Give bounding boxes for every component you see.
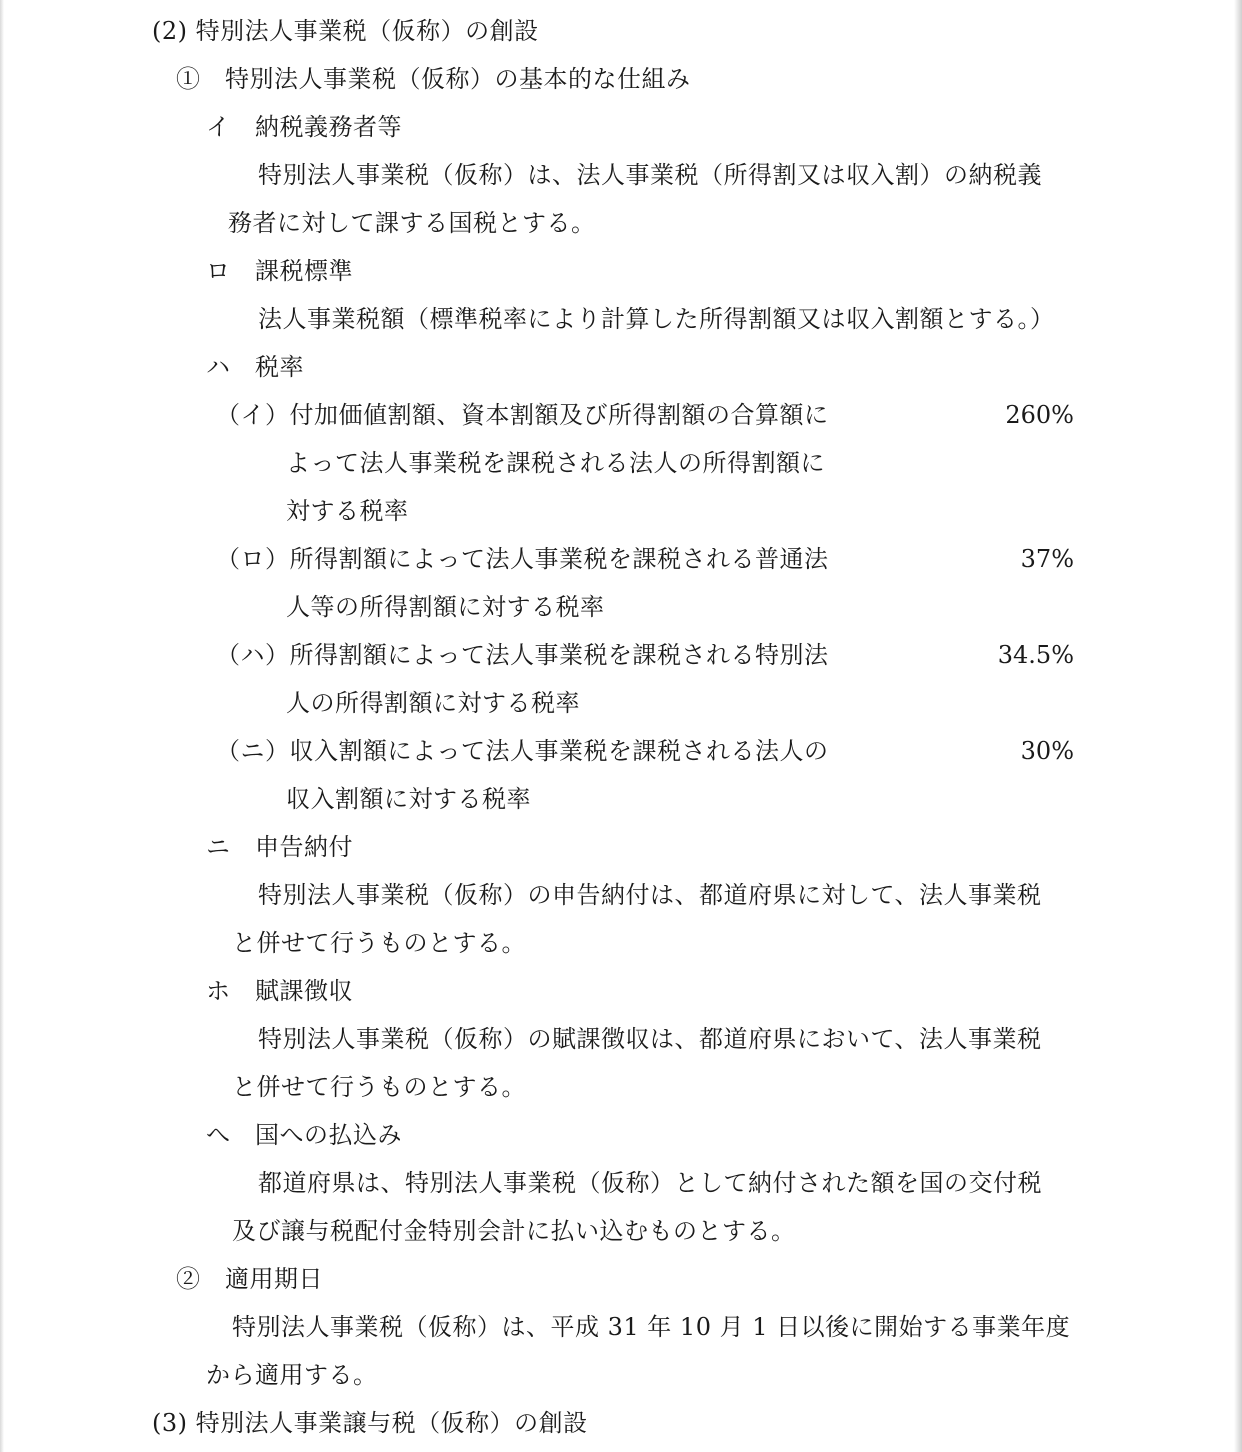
rate-i-value: 260% [1005, 401, 1074, 429]
rate-ha-line-2: 人の所得割額に対する税率 [286, 689, 580, 717]
subsection-1-heading: ① 特別法人事業税（仮称）の基本的な仕組み [176, 65, 691, 93]
item-he-text-line-1: 都道府県は、特別法人事業税（仮称）として納付された額を国の交付税 [258, 1169, 1042, 1197]
section-3-heading: (3) 特別法人事業譲与税（仮称）の創設 [152, 1409, 588, 1437]
item-ni-text-line-2: と併せて行うものとする。 [232, 929, 526, 957]
section-2-heading: (2) 特別法人事業税（仮称）の創設 [152, 17, 539, 45]
rate-ni-value: 30% [1020, 737, 1074, 765]
rate-i-line-2: よって法人事業税を課税される法人の所得割額に [286, 449, 825, 477]
item-i-heading: イ 納税義務者等 [206, 113, 402, 141]
item-he-text-line-2: 及び譲与税配付金特別会計に払い込むものとする。 [232, 1217, 796, 1245]
page-edge-right [1234, 0, 1242, 1452]
rate-ro-line-1: （ロ）所得割額によって法人事業税を課税される普通法 [216, 545, 829, 573]
item-i-text-line-2: 務者に対して課する国税とする。 [228, 209, 596, 237]
item-i-text-line-1: 特別法人事業税（仮称）は、法人事業税（所得割又は収入割）の納税義 [258, 161, 1042, 189]
rate-ni-line-1: （ニ）収入割額によって法人事業税を課税される法人の [216, 737, 829, 765]
item-ni-heading: ニ 申告納付 [206, 833, 353, 861]
item-he-heading: へ 国への払込み [206, 1121, 402, 1149]
item-ha-heading: ハ 税率 [206, 353, 304, 381]
rate-i-line-1: （イ）付加価値割額、資本割額及び所得割額の合算額に [216, 401, 829, 429]
item-ni-text-line-1: 特別法人事業税（仮称）の申告納付は、都道府県に対して、法人事業税 [258, 881, 1042, 909]
rate-ha-value: 34.5% [997, 641, 1074, 669]
item-ho-heading: ホ 賦課徴収 [206, 977, 353, 1005]
page-edge-left [0, 0, 4, 1452]
item-ho-text-line-2: と併せて行うものとする。 [232, 1073, 526, 1101]
rate-ni-line-2: 収入割額に対する税率 [286, 785, 531, 813]
rate-ro-line-2: 人等の所得割額に対する税率 [286, 593, 605, 621]
rate-i-line-3: 対する税率 [286, 497, 409, 525]
subsection-2-text-line-2: から適用する。 [206, 1361, 378, 1389]
rate-ro-value: 37% [1020, 545, 1074, 573]
subsection-2-text-line-1: 特別法人事業税（仮称）は、平成 31 年 10 月 1 日以後に開始する事業年度 [232, 1313, 1071, 1341]
subsection-2-heading: ② 適用期日 [176, 1265, 323, 1293]
rate-ha-line-1: （ハ）所得割額によって法人事業税を課税される特別法 [216, 641, 829, 669]
item-ro-text-line-1: 法人事業税額（標準税率により計算した所得割額又は収入割額とする。） [258, 305, 1055, 333]
item-ro-heading: ロ 課税標準 [206, 257, 353, 285]
item-ho-text-line-1: 特別法人事業税（仮称）の賦課徴収は、都道府県において、法人事業税 [258, 1025, 1042, 1053]
